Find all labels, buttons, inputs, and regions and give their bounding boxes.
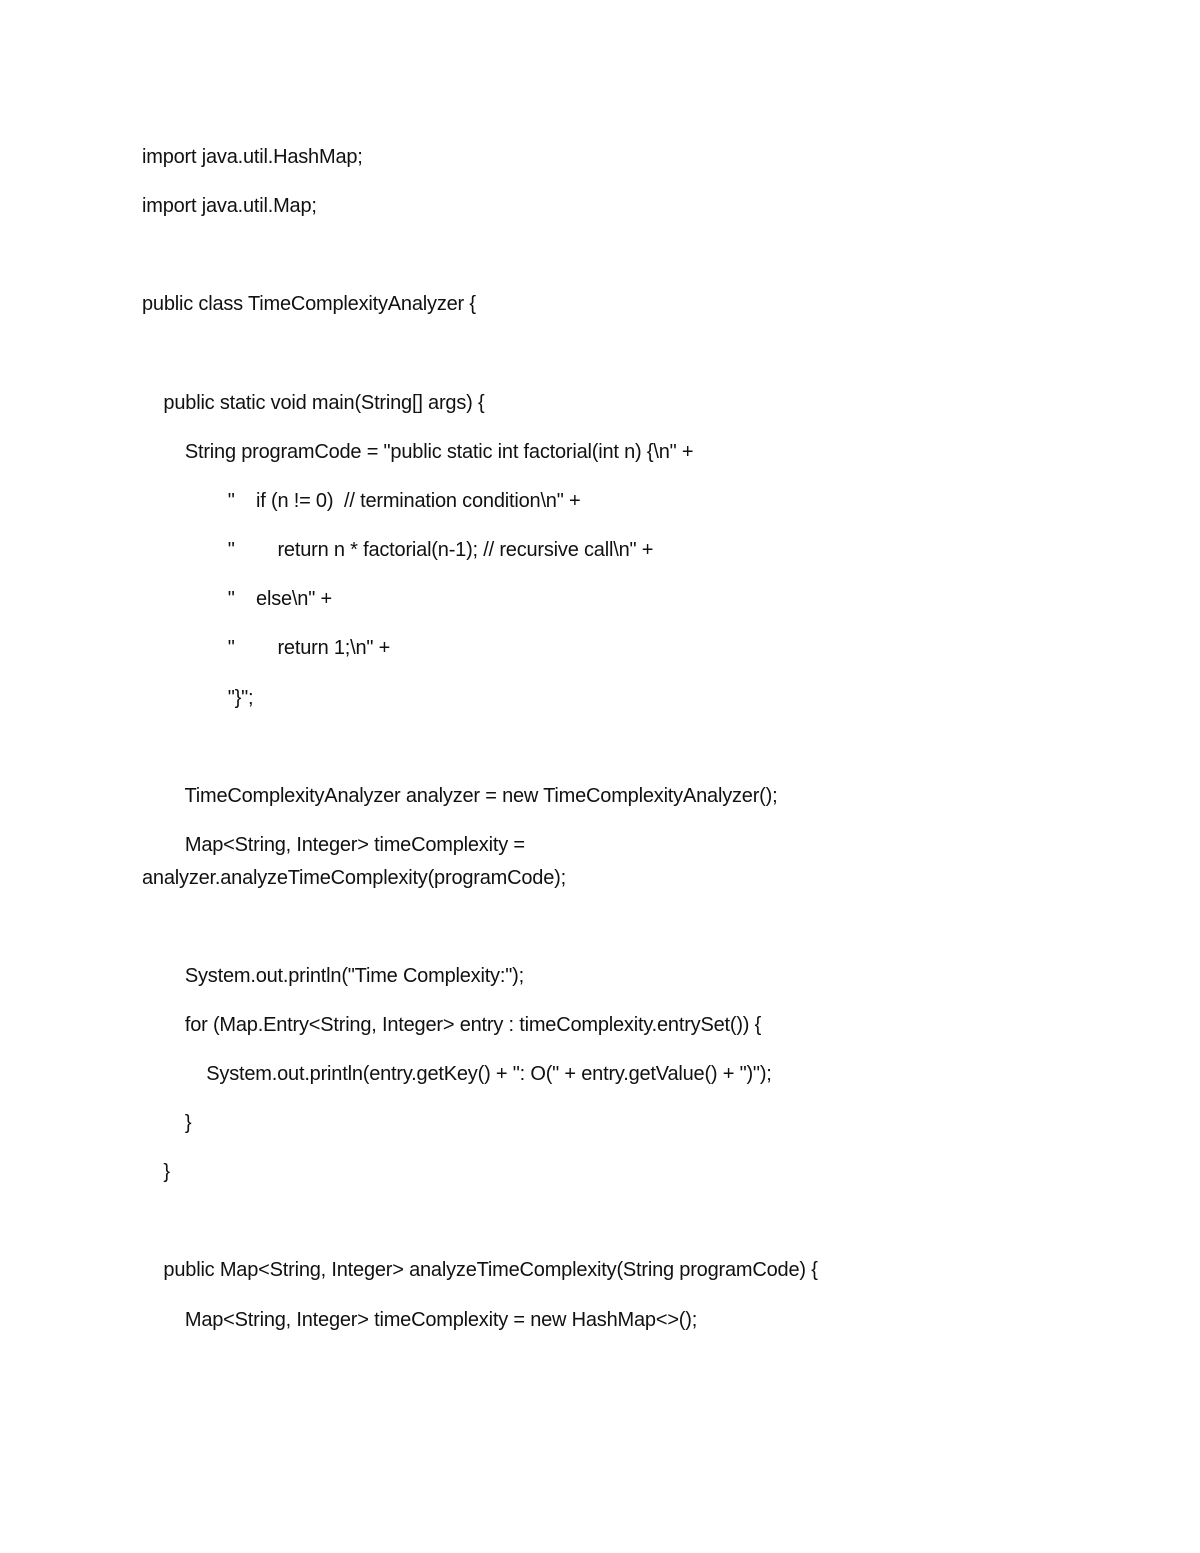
code-line: System.out.println("Time Complexity:"); [142, 965, 524, 987]
code-line: " return 1;\n" + [142, 637, 391, 659]
code-line: public Map<String, Integer> analyzeTimeComplexity(String programCode) { [142, 1259, 818, 1281]
code-line: TimeComplexityAnalyzer analyzer = new TimeComplexityAnalyzer(); [142, 785, 778, 807]
code-line: analyzer.analyzeTimeComplexity(programCode); [142, 867, 566, 889]
code-line: System.out.println(entry.getKey() + ": O(" + entry.getValue() + ")"); [142, 1063, 772, 1085]
code-line: import java.util.HashMap; [142, 146, 363, 168]
code-line: String programCode = "public static int factorial(int n) {\n" + [142, 441, 694, 463]
code-line: import java.util.Map; [142, 195, 317, 217]
code-line: " else\n" + [142, 588, 332, 610]
code-line: " if (n != 0) // termination condition\n" + [142, 490, 581, 512]
code-line: Map<String, Integer> timeComplexity = new HashMap<>(); [142, 1309, 698, 1331]
code-line: public class TimeComplexityAnalyzer { [142, 293, 476, 315]
code-line: "}"; [142, 687, 254, 709]
code-line: public static void main(String[] args) { [142, 392, 485, 414]
code-line: " return n * factorial(n-1); // recursive call\n" + [142, 539, 654, 561]
code-line: Map<String, Integer> timeComplexity = [142, 834, 531, 856]
code-line: } [142, 1161, 170, 1183]
code-line: } [142, 1112, 192, 1134]
code-line: for (Map.Entry<String, Integer> entry : timeComplexity.entrySet()) { [142, 1014, 762, 1036]
